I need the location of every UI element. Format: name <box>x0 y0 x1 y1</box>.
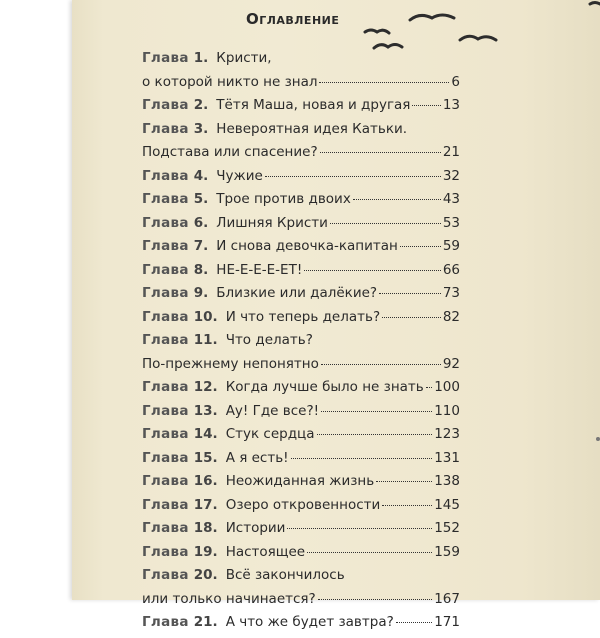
chapter-number: 10. <box>193 308 218 325</box>
chapter-title: Тётя Маша, новая и другая <box>216 97 411 113</box>
chapter-title: НЕ-Е-Е-Е-ЕТ! <box>216 261 303 278</box>
chapter-number: 7. <box>193 238 209 254</box>
dot-leader <box>321 364 441 365</box>
dot-leader <box>287 528 432 529</box>
speck <box>596 437 600 441</box>
chapter-label: Глава <box>142 496 189 513</box>
chapter-title: Чужие <box>216 167 263 184</box>
page-number: 53 <box>442 214 460 231</box>
chapter-label: Глава <box>142 473 189 489</box>
chapter-title: По-прежнему непонятно <box>142 355 319 372</box>
toc-entry-line <box>142 497 460 521</box>
dot-leader <box>382 505 432 506</box>
chapter-number: 14. <box>193 426 218 442</box>
page-number: 145 <box>434 496 460 513</box>
chapter-title: Трое против двоих <box>216 191 351 207</box>
toc-entry-line <box>142 403 460 427</box>
chapter-label: Глава <box>142 167 189 184</box>
page-number: 6 <box>451 73 460 90</box>
chapter-label: Глава <box>142 238 189 254</box>
chapter-number: 4. <box>193 167 209 184</box>
chapter-label: Глава <box>142 97 189 113</box>
dot-leader <box>396 622 432 623</box>
page-number: 167 <box>434 590 460 607</box>
chapter-number: 5. <box>193 191 209 207</box>
chapter-title: Лишняя Кристи <box>216 214 328 231</box>
chapter-title: Всё закончилось <box>225 567 345 583</box>
chapter-label: Глава <box>142 402 189 419</box>
dot-leader <box>330 223 441 224</box>
chapter-label: Глава <box>142 520 189 536</box>
toc-entry-line <box>142 191 460 215</box>
toc-entry-line <box>142 262 460 286</box>
table-of-contents <box>142 50 460 638</box>
dot-leader <box>318 599 433 600</box>
chapter-number: 1. <box>193 50 209 66</box>
chapter-number: 2. <box>193 97 209 113</box>
chapter-label: Глава <box>142 426 189 442</box>
page-number: 43 <box>442 191 460 207</box>
chapter-title: о которой никто не знал <box>142 73 318 90</box>
page-number: 100 <box>434 379 460 395</box>
chapter-number: 16. <box>193 473 218 489</box>
chapter-number: 13. <box>193 402 218 419</box>
dot-leader <box>400 246 441 247</box>
dot-leader <box>304 270 441 271</box>
chapter-number: 21. <box>193 614 218 630</box>
dot-leader <box>353 199 441 200</box>
chapter-title: Истории <box>225 520 286 536</box>
page-number: 131 <box>434 449 460 466</box>
chapter-title: Невероятная идея Катьки. <box>216 120 408 137</box>
chapter-title: Когда лучше было не знать <box>225 379 424 395</box>
page-title: Оглавление <box>246 10 340 28</box>
chapter-title: И что теперь делать? <box>225 308 381 325</box>
chapter-number: 17. <box>193 496 218 513</box>
toc-entry-line <box>142 50 460 74</box>
page-number: 66 <box>442 261 460 278</box>
chapter-number: 3. <box>193 120 209 137</box>
page-number: 59 <box>442 238 460 254</box>
chapter-number: 11. <box>193 332 218 348</box>
toc-entry-line <box>142 332 460 356</box>
page-number: 110 <box>434 402 460 419</box>
page-number: 138 <box>434 473 460 489</box>
toc-entry-line <box>142 215 460 239</box>
bird-icon <box>410 15 454 20</box>
toc-entry-line <box>142 121 460 145</box>
chapter-title: А я есть! <box>225 449 289 466</box>
toc-entry-line <box>142 74 460 98</box>
dot-leader <box>321 411 432 412</box>
page-number: 13 <box>442 97 460 113</box>
chapter-label: Глава <box>142 308 189 325</box>
chapter-label: Глава <box>142 50 189 66</box>
page-number: 21 <box>442 144 460 160</box>
toc-entry-line <box>142 426 460 450</box>
toc-entry-line <box>142 567 460 591</box>
toc-entry-line <box>142 144 460 168</box>
chapter-title: Что делать? <box>225 332 313 348</box>
chapter-label: Глава <box>142 214 189 231</box>
dot-leader <box>376 481 432 482</box>
chapter-label: Глава <box>142 261 189 278</box>
chapter-number: 19. <box>193 543 218 560</box>
bird-icon <box>590 3 600 5</box>
page-number: 152 <box>434 520 460 536</box>
chapter-title: Неожиданная жизнь <box>225 473 375 489</box>
dot-leader <box>317 434 433 435</box>
page-number: 171 <box>434 614 460 630</box>
chapter-label: Глава <box>142 120 189 137</box>
toc-entry-line <box>142 238 460 262</box>
chapter-title: Подстава или спасение? <box>142 144 318 160</box>
dot-leader <box>379 293 441 294</box>
toc-entry-line <box>142 473 460 497</box>
toc-entry-line <box>142 168 460 192</box>
page-number: 82 <box>442 308 460 325</box>
dot-leader <box>412 105 440 106</box>
chapter-label: Глава <box>142 543 189 560</box>
chapter-number: 6. <box>193 214 209 231</box>
chapter-label: Глава <box>142 567 189 583</box>
chapter-label: Глава <box>142 191 189 207</box>
chapter-title: И снова девочка-капитан <box>216 238 398 254</box>
bird-icon <box>365 30 389 33</box>
page-number: 32 <box>442 167 460 184</box>
chapter-number: 12. <box>193 379 218 395</box>
dot-leader <box>426 387 432 388</box>
dot-leader <box>291 458 433 459</box>
dot-leader <box>307 552 432 553</box>
toc-entry-line <box>142 614 460 638</box>
toc-entry-line <box>142 450 460 474</box>
chapter-label: Глава <box>142 285 189 301</box>
chapter-label: Глава <box>142 449 189 466</box>
chapter-title: Озеро откровенности <box>225 496 381 513</box>
bird-icon <box>374 45 402 49</box>
dot-leader <box>319 82 449 83</box>
chapter-number: 15. <box>193 449 218 466</box>
chapter-title: Кристи, <box>216 50 272 66</box>
page-number: 73 <box>442 285 460 301</box>
chapter-label: Глава <box>142 379 189 395</box>
page-number: 92 <box>442 355 460 372</box>
toc-entry-line <box>142 544 460 568</box>
chapter-number: 8. <box>193 261 209 278</box>
chapter-title: Настоящее <box>225 543 306 560</box>
page-number: 123 <box>434 426 460 442</box>
chapter-label: Глава <box>142 614 189 630</box>
dot-leader <box>265 176 441 177</box>
bird-icon <box>460 36 496 40</box>
toc-entry-line <box>142 97 460 121</box>
chapter-number: 18. <box>193 520 218 536</box>
toc-entry-line <box>142 520 460 544</box>
chapter-title: Стук сердца <box>225 426 315 442</box>
toc-entry-line <box>142 285 460 309</box>
page-number: 159 <box>434 543 460 560</box>
dot-leader <box>320 152 441 153</box>
toc-entry-line <box>142 309 460 333</box>
chapter-label: Глава <box>142 332 189 348</box>
toc-entry-line <box>142 591 460 615</box>
chapter-title: А что же будет завтра? <box>225 614 394 630</box>
toc-entry-line <box>142 379 460 403</box>
dot-leader <box>382 317 441 318</box>
chapter-title: или только начинается? <box>142 590 316 607</box>
chapter-title: Ау! Где все?! <box>225 402 320 419</box>
chapter-number: 20. <box>193 567 218 583</box>
chapter-number: 9. <box>193 285 209 301</box>
chapter-title: Близкие или далёкие? <box>216 285 378 301</box>
toc-entry-line <box>142 356 460 380</box>
